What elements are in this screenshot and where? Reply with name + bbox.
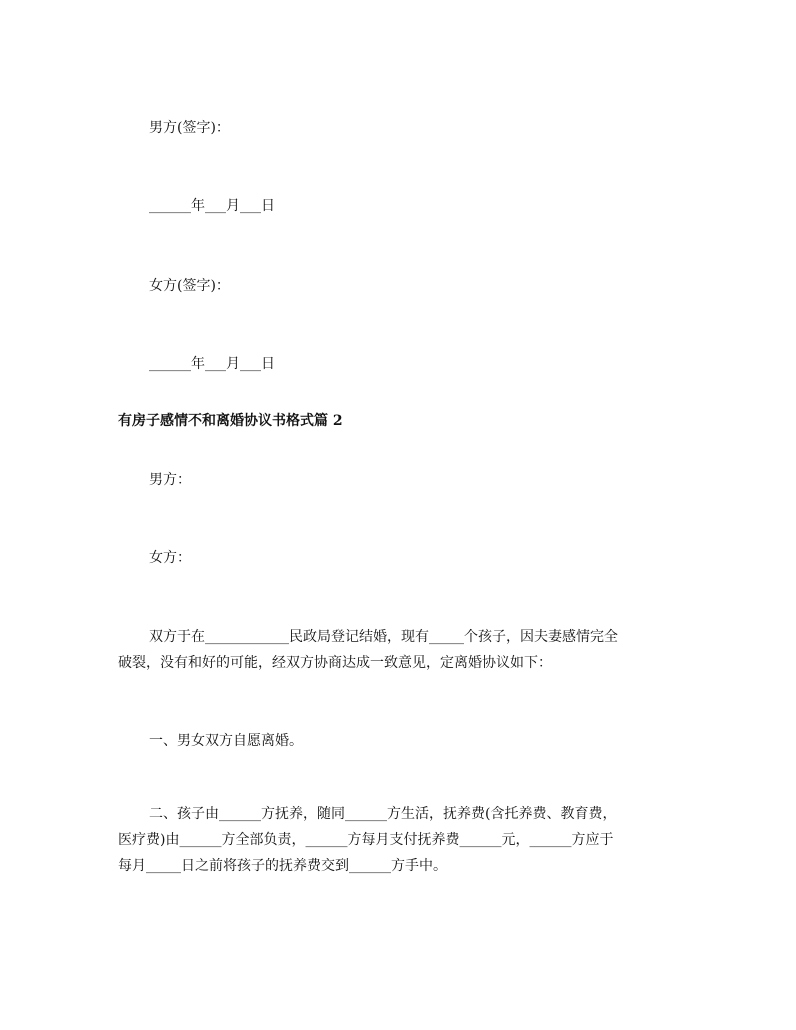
female-signature-label: 女方(签字)： [149, 278, 230, 294]
female-signature-date: ______年___月___日 [149, 356, 275, 372]
clause-2-paragraph [118, 801, 678, 879]
intro-line-1: 双方于在____________民政局登记结婚，现有_____个孩子，因夫妻感情完全 [149, 629, 618, 645]
section-heading: 有房子感情不和离婚协议书格式篇 2 [118, 413, 343, 429]
female-party-label: 女方： [149, 550, 191, 566]
clause-2-line-2: 医疗费)由______方全部负责，______方每月支付抚养费______元，______方应于 [118, 832, 614, 848]
clause-2-line-1: 二、孩子由______方抚养，随同______方生活，抚养费(含托养费、教育费， [149, 806, 617, 822]
clause-2-line-3: 每月_____日之前将孩子的抚养费交到______方手中。 [118, 858, 447, 874]
intro-paragraph [118, 624, 678, 676]
male-party-label: 男方： [149, 472, 191, 488]
intro-line-2: 破裂，没有和好的可能，经双方协商达成一致意见，定离婚协议如下： [118, 655, 552, 671]
clause-1: 一、男女双方自愿离婚。 [149, 733, 303, 749]
male-signature-date: ______年___月___日 [149, 198, 275, 214]
male-signature-label: 男方(签字)： [149, 120, 230, 136]
